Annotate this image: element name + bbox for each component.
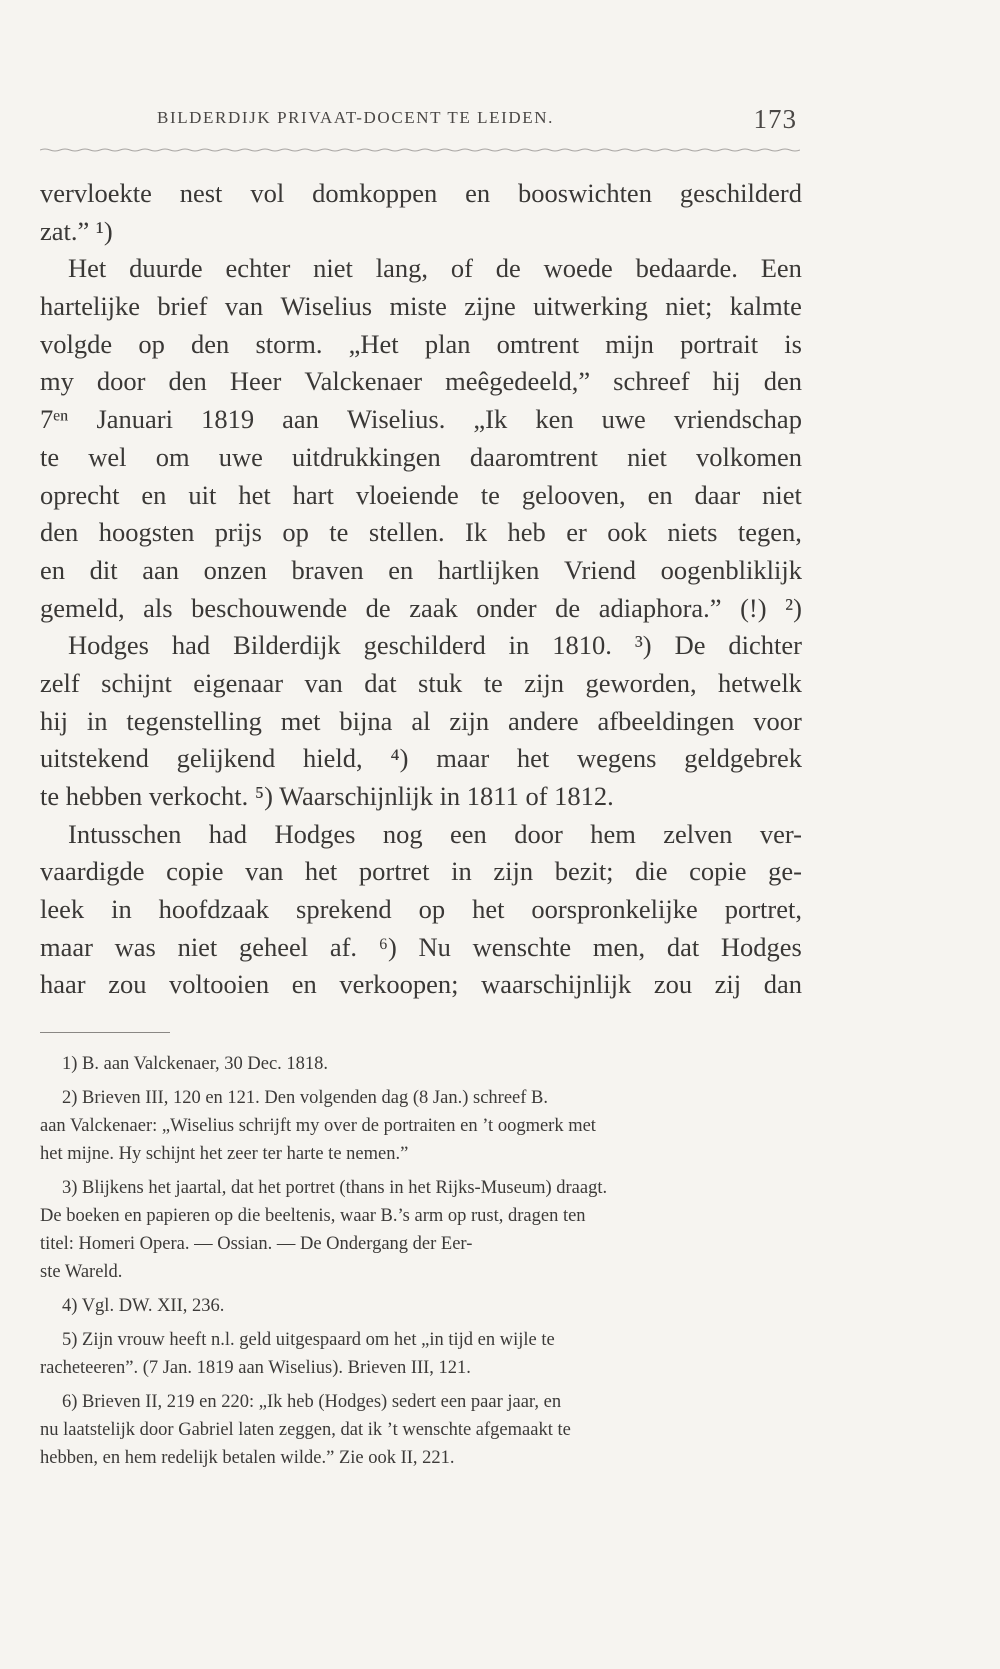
body-line: 7ᵉⁿ Januari 1819 aan Wiselius. „Ik ken uwe vriendschap xyxy=(40,404,802,435)
body-line: Het duurde echter niet lang, of de woede bedaarde. Een xyxy=(68,253,802,284)
body-line: Intusschen had Hodges nog een door hem zelven ver- xyxy=(68,818,802,849)
footnote-line: 1) B. aan Valckenaer, 30 Dec. 1818. xyxy=(62,1054,329,1074)
footnote-rule xyxy=(40,1032,170,1033)
body-line: hij in tegenstelling met bijna al zijn andere afbeeldingen voor xyxy=(40,705,802,736)
footnote-line: het mijne. Hy schijnt het zeer ter harte te nemen.” xyxy=(40,1144,409,1164)
footnote-line: ste Wareld. xyxy=(40,1262,123,1282)
body-line: uitstekend gelijkend hield, ⁴) maar het wegens geldgebrek xyxy=(40,743,802,774)
body-line: hartelijke brief van Wiselius miste zijne uitwerking niet; kalmte xyxy=(40,291,802,322)
body-line: zat.” ¹) xyxy=(40,215,113,246)
body-line: my door den Heer Valckenaer meêgedeeld,” schreef hij den xyxy=(40,366,802,397)
body-line: maar was niet geheel af. ⁶) Nu wenschte men, dat Hodges xyxy=(40,931,802,962)
footnote-line: 5) Zijn vrouw heeft n.l. geld uitgespaard om het „in tijd en wijle te xyxy=(62,1330,555,1350)
body-line: Hodges had Bilderdijk geschilderd in 1810. ³) De dichter xyxy=(68,630,802,661)
footnote-line: racheteeren”. (7 Jan. 1819 aan Wiselius). Brieven III, 121. xyxy=(40,1358,471,1378)
body-line: te wel om uwe uitdrukkingen daaromtrent niet volkomen xyxy=(40,441,802,472)
footnote-line: hebben, en hem redelijk betalen wilde.” Zie ook II, 221. xyxy=(40,1448,455,1468)
footnote-line: 2) Brieven III, 120 en 121. Den volgenden dag (8 Jan.) schreef B. xyxy=(62,1088,548,1108)
body-line: den hoogsten prijs op te stellen. Ik heb er ook niets tegen, xyxy=(40,517,802,548)
body-line: en dit aan onzen braven en hartlijken Vriend oogenbliklijk xyxy=(40,554,802,585)
running-title: BILDERDIJK PRIVAAT-DOCENT TE LEIDEN. xyxy=(157,108,554,127)
page-header xyxy=(157,104,797,144)
body-line: zelf schijnt eigenaar van dat stuk te zijn geworden, hetwelk xyxy=(40,667,802,698)
page-number: 173 xyxy=(753,104,797,134)
footnote-line: nu laatstelijk door Gabriel laten zeggen, dat ik ’t wenschte afgemaakt te xyxy=(40,1420,571,1440)
body-line: vervloekte nest vol domkoppen en booswichten geschilderd xyxy=(40,178,802,208)
footnotes xyxy=(40,1050,798,1472)
footnote-line: De boeken en papieren op die beeltenis, waar B.’s arm op rust, dragen ten xyxy=(40,1206,586,1226)
footnote-line: 4) Vgl. DW. XII, 236. xyxy=(62,1296,225,1316)
body-line: te hebben verkocht. ⁵) Waarschijnlijk in 1811 of 1812. xyxy=(40,781,614,811)
body-line: volgde op den storm. „Het plan omtrent mijn portrait is xyxy=(40,328,802,359)
footnote-line: titel: Homeri Opera. — Ossian. — De Ondergang der Eer- xyxy=(40,1234,473,1254)
footnote-line: 3) Blijkens het jaartal, dat het portret (thans in het Rijks-Museum) draagt. xyxy=(62,1178,608,1198)
body-line: gemeld, als beschouwende de zaak onder de adiaphora.” (!) ²) xyxy=(40,592,802,623)
body-line: leek in hoofdzaak sprekend op het oorspronkelijke portret, xyxy=(40,894,802,925)
body-line: haar zou voltooien en verkoopen; waarschijnlijk zou zij dan xyxy=(40,969,802,1000)
footnote-line: 6) Brieven II, 219 en 220: „Ik heb (Hodges) sedert een paar jaar, en xyxy=(62,1392,562,1412)
header-rule xyxy=(40,148,800,152)
body-line: oprecht en uit het hart vloeiende te gelooven, en daar niet xyxy=(40,479,802,510)
body-text xyxy=(40,175,802,1004)
footnote-line: aan Valckenaer: „Wiselius schrijft my over de portraiten en ’t oogmerk met xyxy=(40,1116,596,1136)
body-line: vaardigde copie van het portret in zijn bezit; die copie ge- xyxy=(40,856,802,887)
